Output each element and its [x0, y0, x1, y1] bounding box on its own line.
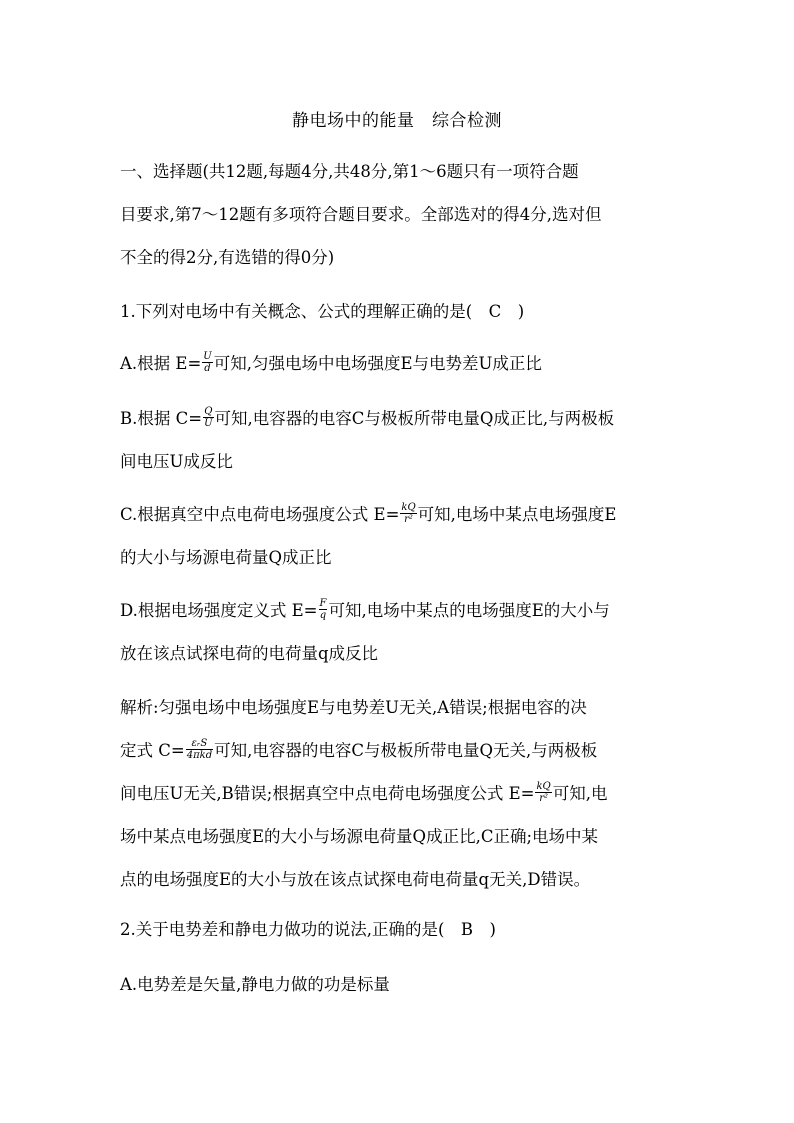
q1-option-d: D.根据电场强度定义式 E= $\frac{F}{q}$ 可知,电场中某点的电场强度E的大小与 放在该点试探电荷的电荷量q成反比 — [120, 598, 610, 663]
section-line: 不全的得2分,有选错的得0分) — [120, 248, 335, 267]
q1-option-a: A.根据 E= $\frac{U}{d}$ 可知,匀强电场中电场强度E与电势差U成正比 — [120, 351, 542, 374]
fraction: $\frac{F}{q}$ — [319, 598, 327, 621]
section-instructions — [120, 150, 680, 279]
fraction: $\frac{kQ}{\text{r²}}$ — [536, 781, 551, 804]
q1-option-c: C.根据真空中点电荷电场强度公式 E= $\frac{kQ}{\text{r²}}$ 可知,电场中某点电场强度E 的大小与场源电荷量Q成正比 — [120, 502, 617, 567]
fraction: $\frac{\text{εᵣS}}{\text{4πkd}}$ — [186, 738, 213, 761]
q1-option-b: B.根据 C= $\frac{Q}{U}$ 可知,电容器的电容C与极板所带电量Q成正比,与两极板 间电压U成反比 — [120, 406, 615, 471]
question-2-stem: 2.关于电势差和静电力做功的说法,正确的是( B ) — [120, 920, 496, 939]
q1-analysis: 解析:匀强电场中电场强度E与电势差U无关,A错误;根据电容的决 定式 C= $\frac{\text{εᵣS}}{\text{4πkd}}$ 可知,电容器的电容C与极板所带电量Q无关,与两极板 间电压U无关,B错误;根据真空中点电荷电场强度公式 E= $\frac{kQ}{\text{r²}}$ 可知,电 场中某点电场强度E的大小与场源电荷量Q成正比,C正确;电场中某 点的电场强度E的大小与放在该点试探电荷电荷量q无关,D错误。 — [120, 698, 608, 889]
fraction: $\frac{kQ}{\text{r²}}$ — [401, 502, 416, 525]
page-title: 静电场中的能量 综合检测 — [292, 111, 502, 131]
section-line: 目要求,第7～12题有多项符合题目要求。全部选对的得4分,选对但 — [120, 205, 602, 224]
fraction: $\frac{U}{d}$ — [203, 351, 212, 374]
section-line: 一、选择题(共12题,每题4分,共48分,第1～6题只有一项符合题 — [120, 162, 579, 181]
fraction: $\frac{Q}{U}$ — [204, 406, 213, 429]
q2-option-a: A.电势差是矢量,静电力做的功是标量 — [120, 975, 390, 994]
question-1-stem: 1.下列对电场中有关概念、公式的理解正确的是( C ) — [120, 302, 525, 321]
